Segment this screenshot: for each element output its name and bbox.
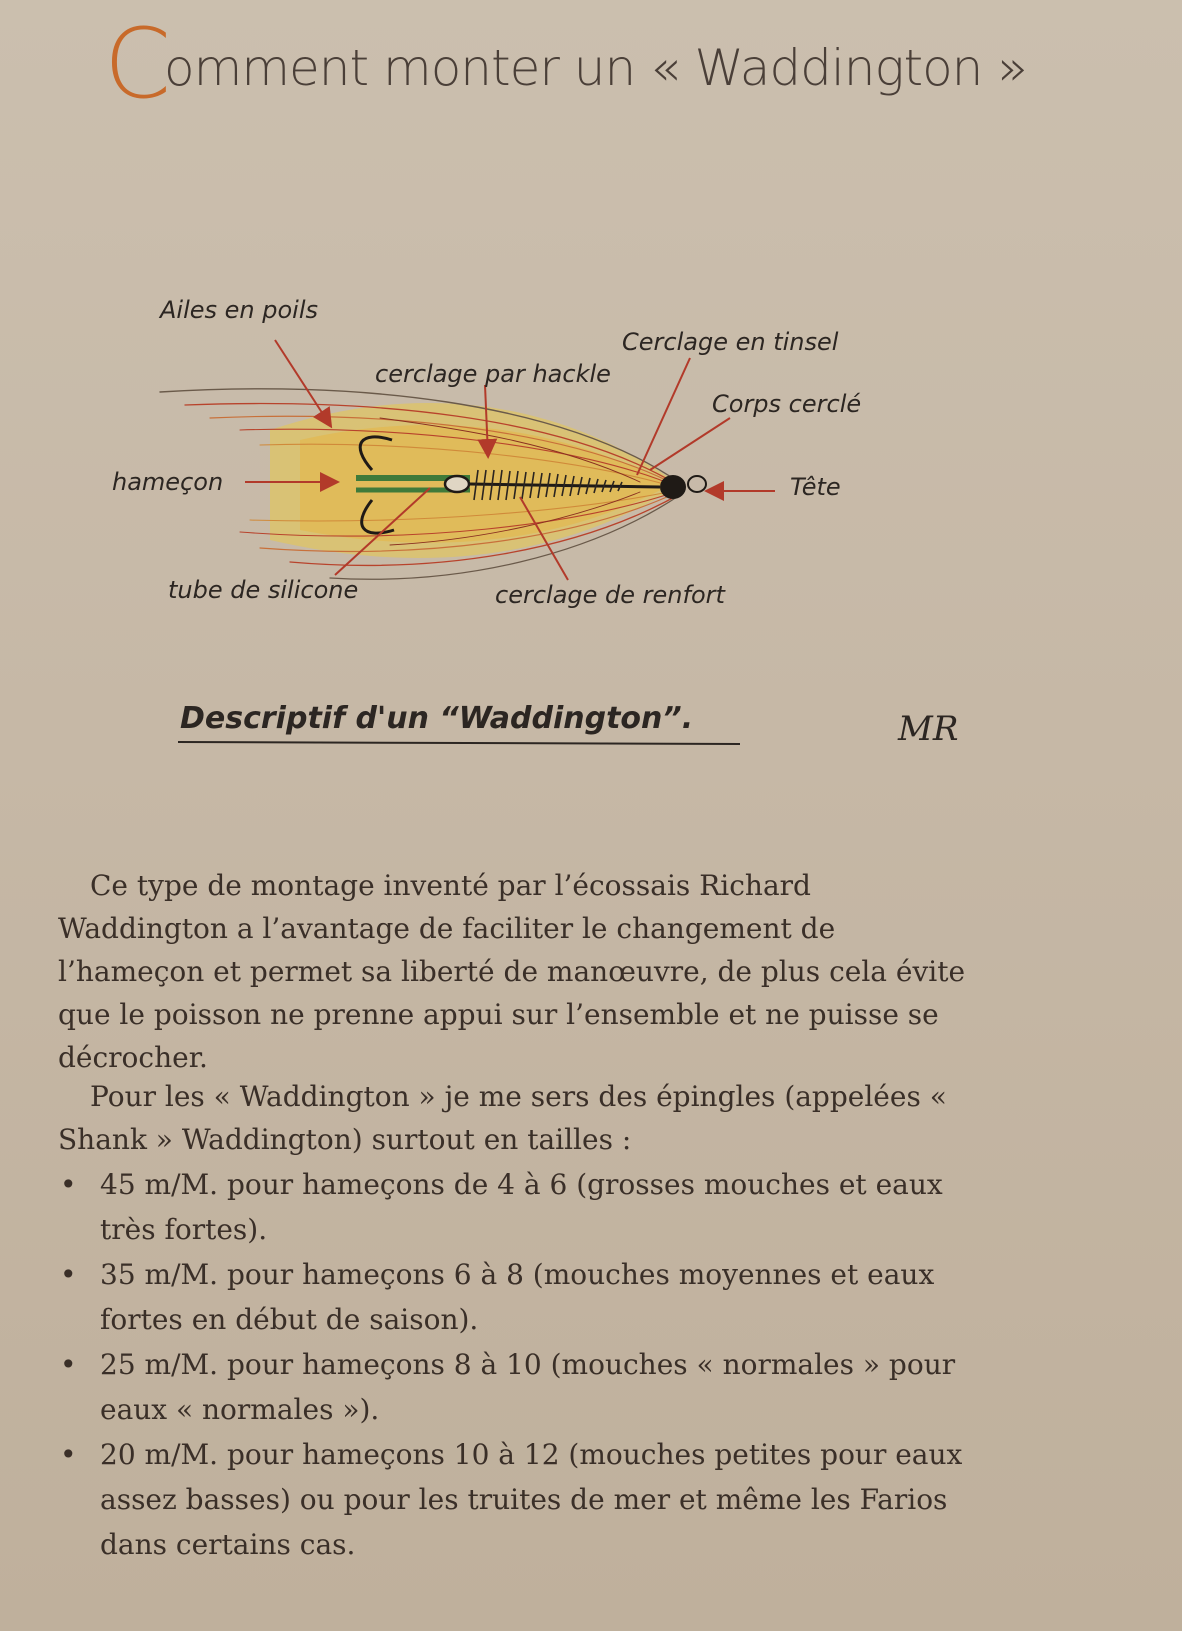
bullet: • <box>60 1438 77 1471</box>
bullet: • <box>60 1348 77 1381</box>
label-cerclage-hackle: cerclage par hackle <box>375 360 611 388</box>
list-item <box>58 1162 988 1252</box>
list-item <box>58 1342 988 1432</box>
title-initial: C <box>104 8 171 120</box>
list-item-text: 20 m/M. pour hameçons 10 à 12 (mouches petites pour eaux assez basses) ou pour les truites de mer et même les Farios dans certains cas. <box>100 1438 963 1561</box>
label-hamecon: hameçon <box>112 468 224 496</box>
list-item <box>58 1432 988 1567</box>
list-item-text: 35 m/M. pour hameçons 6 à 8 (mouches moyennes et eaux fortes en début de saison). <box>100 1258 935 1336</box>
label-corps: Corps cerclé <box>712 390 862 418</box>
label-tete: Tête <box>790 473 841 501</box>
list-item-text: 45 m/M. pour hameçons de 4 à 6 (grosses mouches et eaux très fortes). <box>100 1168 943 1246</box>
paragraph-intro: Ce type de montage inventé par l’écossais Richard Waddington a l’avantage de faciliter le changement de l’hameçon et permet sa liberté de manœuvre, de plus cela évite que le poisson ne prenne appui sur l’ensemble et ne puisse se décrocher. <box>58 869 966 1074</box>
paragraph-sizes: Pour les « Waddington » je me sers des épingles (appelées « Shank » Waddington) surtout en tailles : <box>58 1080 947 1156</box>
label-ailes: Ailes en poils <box>160 296 319 324</box>
signature: MR <box>898 709 959 749</box>
list-item <box>58 1252 988 1342</box>
sizes-list <box>58 1162 988 1567</box>
fly-head <box>660 475 706 499</box>
bullet: • <box>60 1168 77 1201</box>
title-text: omment monter un « Waddington » <box>164 39 1027 97</box>
label-tube: tube de silicone <box>168 576 359 604</box>
caption-underline <box>178 742 740 744</box>
list-item-text: 25 m/M. pour hameçons 8 à 10 (mouches « normales » pour eaux « normales »). <box>100 1348 956 1426</box>
diagram-caption: Descriptif d'un “Waddington”. <box>180 701 694 736</box>
fly-wing <box>270 403 680 558</box>
bullet: • <box>60 1258 77 1291</box>
label-renfort: cerclage de renfort <box>495 581 725 609</box>
label-cerclage-tinsel: Cerclage en tinsel <box>622 328 839 356</box>
